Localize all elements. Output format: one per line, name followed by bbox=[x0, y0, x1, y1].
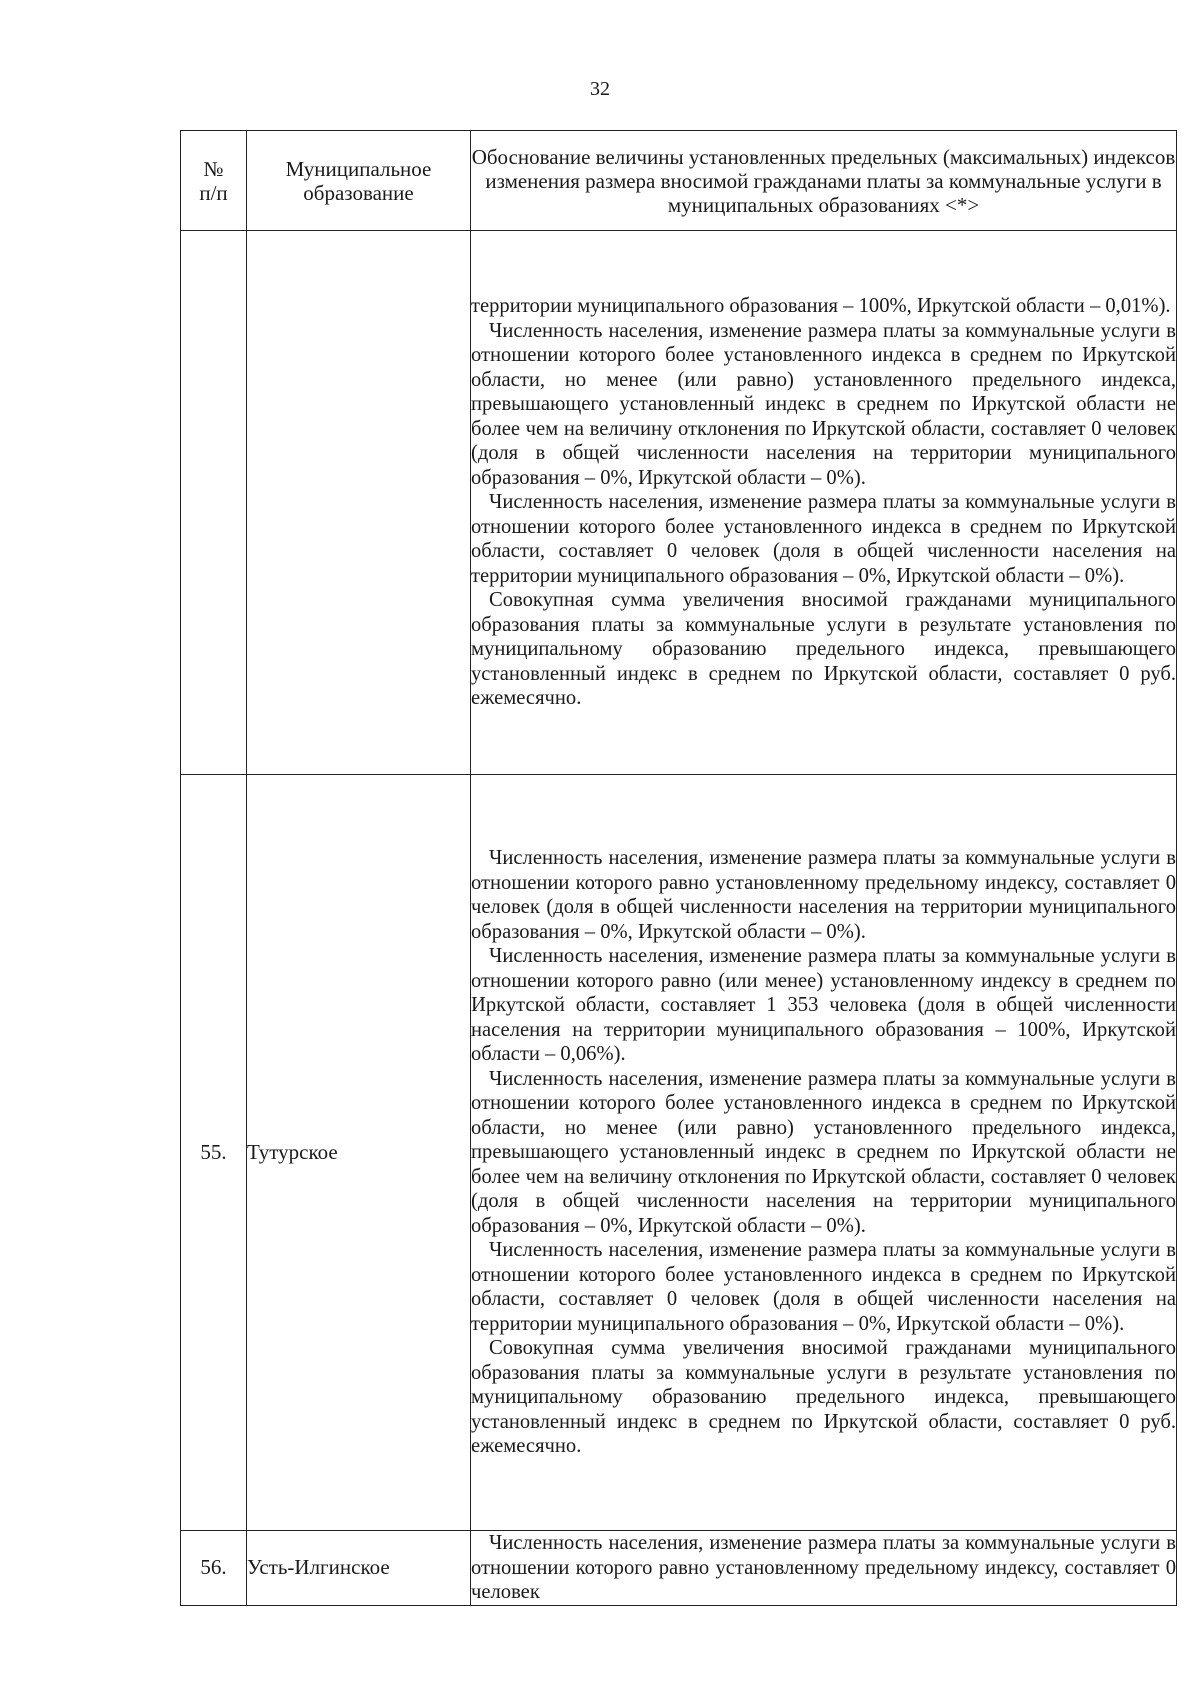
row-number: 56. bbox=[181, 1531, 247, 1606]
header-number: № п/п bbox=[181, 131, 247, 231]
paragraph: Численность населения, изменение размера платы за коммунальные услуги в отношении которого более установленного индекса в среднем по Иркутской области, но менее (или равно) установленного предельного индекса, превышающего установленный индекс в среднем по Иркутской области не более чем на величину отклонения по Иркутской области, составляет 0 человек (доля в общей численности населения на территории муниципального образования – 0%, Иркутской области – 0%). bbox=[471, 319, 1176, 489]
paragraph: территории муниципального образования – 100%, Иркутской области – 0,01%). bbox=[471, 295, 1171, 318]
table-row bbox=[181, 1531, 1177, 1606]
paragraph: Численность населения, изменение размера платы за коммунальные услуги в отношении которого более установленного индекса в среднем по Иркутской области, составляет 0 человек (доля в общей численности населения на территории муниципального образования – 0%, Иркутской области – 0%). bbox=[471, 491, 1176, 587]
page-number: 32 bbox=[590, 78, 610, 100]
row-number bbox=[181, 231, 247, 775]
paragraph: Совокупная сумма увеличения вносимой гражданами муниципального образования платы за коммунальные услуги в результате установления по муниципальному образованию предельного индекса, превышающего установленный индекс в среднем по Иркутской области, составляет 0 руб. ежемесячно. bbox=[471, 589, 1176, 710]
table-row bbox=[181, 231, 1177, 775]
paragraph: Численность населения, изменение размера платы за коммунальные услуги в отношении которого более установленного индекса в среднем по Иркутской области, составляет 0 человек (доля в общей численности населения на территории муниципального образования – 0%, Иркутской области – 0%). bbox=[471, 1239, 1176, 1335]
table-row bbox=[181, 775, 1177, 1531]
row-municipality: Тутурское bbox=[247, 775, 471, 1531]
paragraph: Совокупная сумма увеличения вносимой гражданами муниципального образования платы за коммунальные услуги в результате установления по муниципальному образованию предельного индекса, превышающего установленный индекс в среднем по Иркутской области, составляет 0 руб. ежемесячно. bbox=[471, 1337, 1176, 1458]
justification-table bbox=[180, 130, 1177, 1606]
table-header-row bbox=[181, 131, 1177, 231]
header-justification: Обоснование величины установленных предельных (максимальных) индексов изменения размера вносимой гражданами платы за коммунальные услуги в муниципальных образованиях <*> bbox=[471, 131, 1177, 231]
paragraph: Численность населения, изменение размера платы за коммунальные услуги в отношении которого равно установленному предельному индексу, составляет 0 человек bbox=[471, 1532, 1176, 1603]
header-municipality: Муниципальное образование bbox=[247, 131, 471, 231]
row-justification bbox=[471, 1531, 1177, 1606]
row-municipality: Усть-Илгинское bbox=[247, 1531, 471, 1606]
paragraph: Численность населения, изменение размера платы за коммунальные услуги в отношении которого равно (или менее) установленному индексу в среднем по Иркутской области, составляет 1 353 человека (доля в общей численности населения на территории муниципального образования – 100%, Иркутской области – 0,06%). bbox=[471, 945, 1176, 1066]
row-number: 55. bbox=[181, 775, 247, 1531]
row-justification bbox=[471, 775, 1177, 1531]
paragraph: Численность населения, изменение размера платы за коммунальные услуги в отношении которого равно установленному предельному индексу, составляет 0 человек (доля в общей численности населения на территории муниципального образования – 0%, Иркутской области – 0%). bbox=[471, 847, 1176, 943]
row-justification bbox=[471, 231, 1177, 775]
paragraph: Численность населения, изменение размера платы за коммунальные услуги в отношении которого более установленного индекса в среднем по Иркутской области, но менее (или равно) установленного предельного индекса, превышающего установленный индекс в среднем по Иркутской области не более чем на величину отклонения по Иркутской области, составляет 0 человек (доля в общей численности населения на территории муниципального образования – 0%, Иркутской области – 0%). bbox=[471, 1067, 1176, 1237]
row-municipality bbox=[247, 231, 471, 775]
